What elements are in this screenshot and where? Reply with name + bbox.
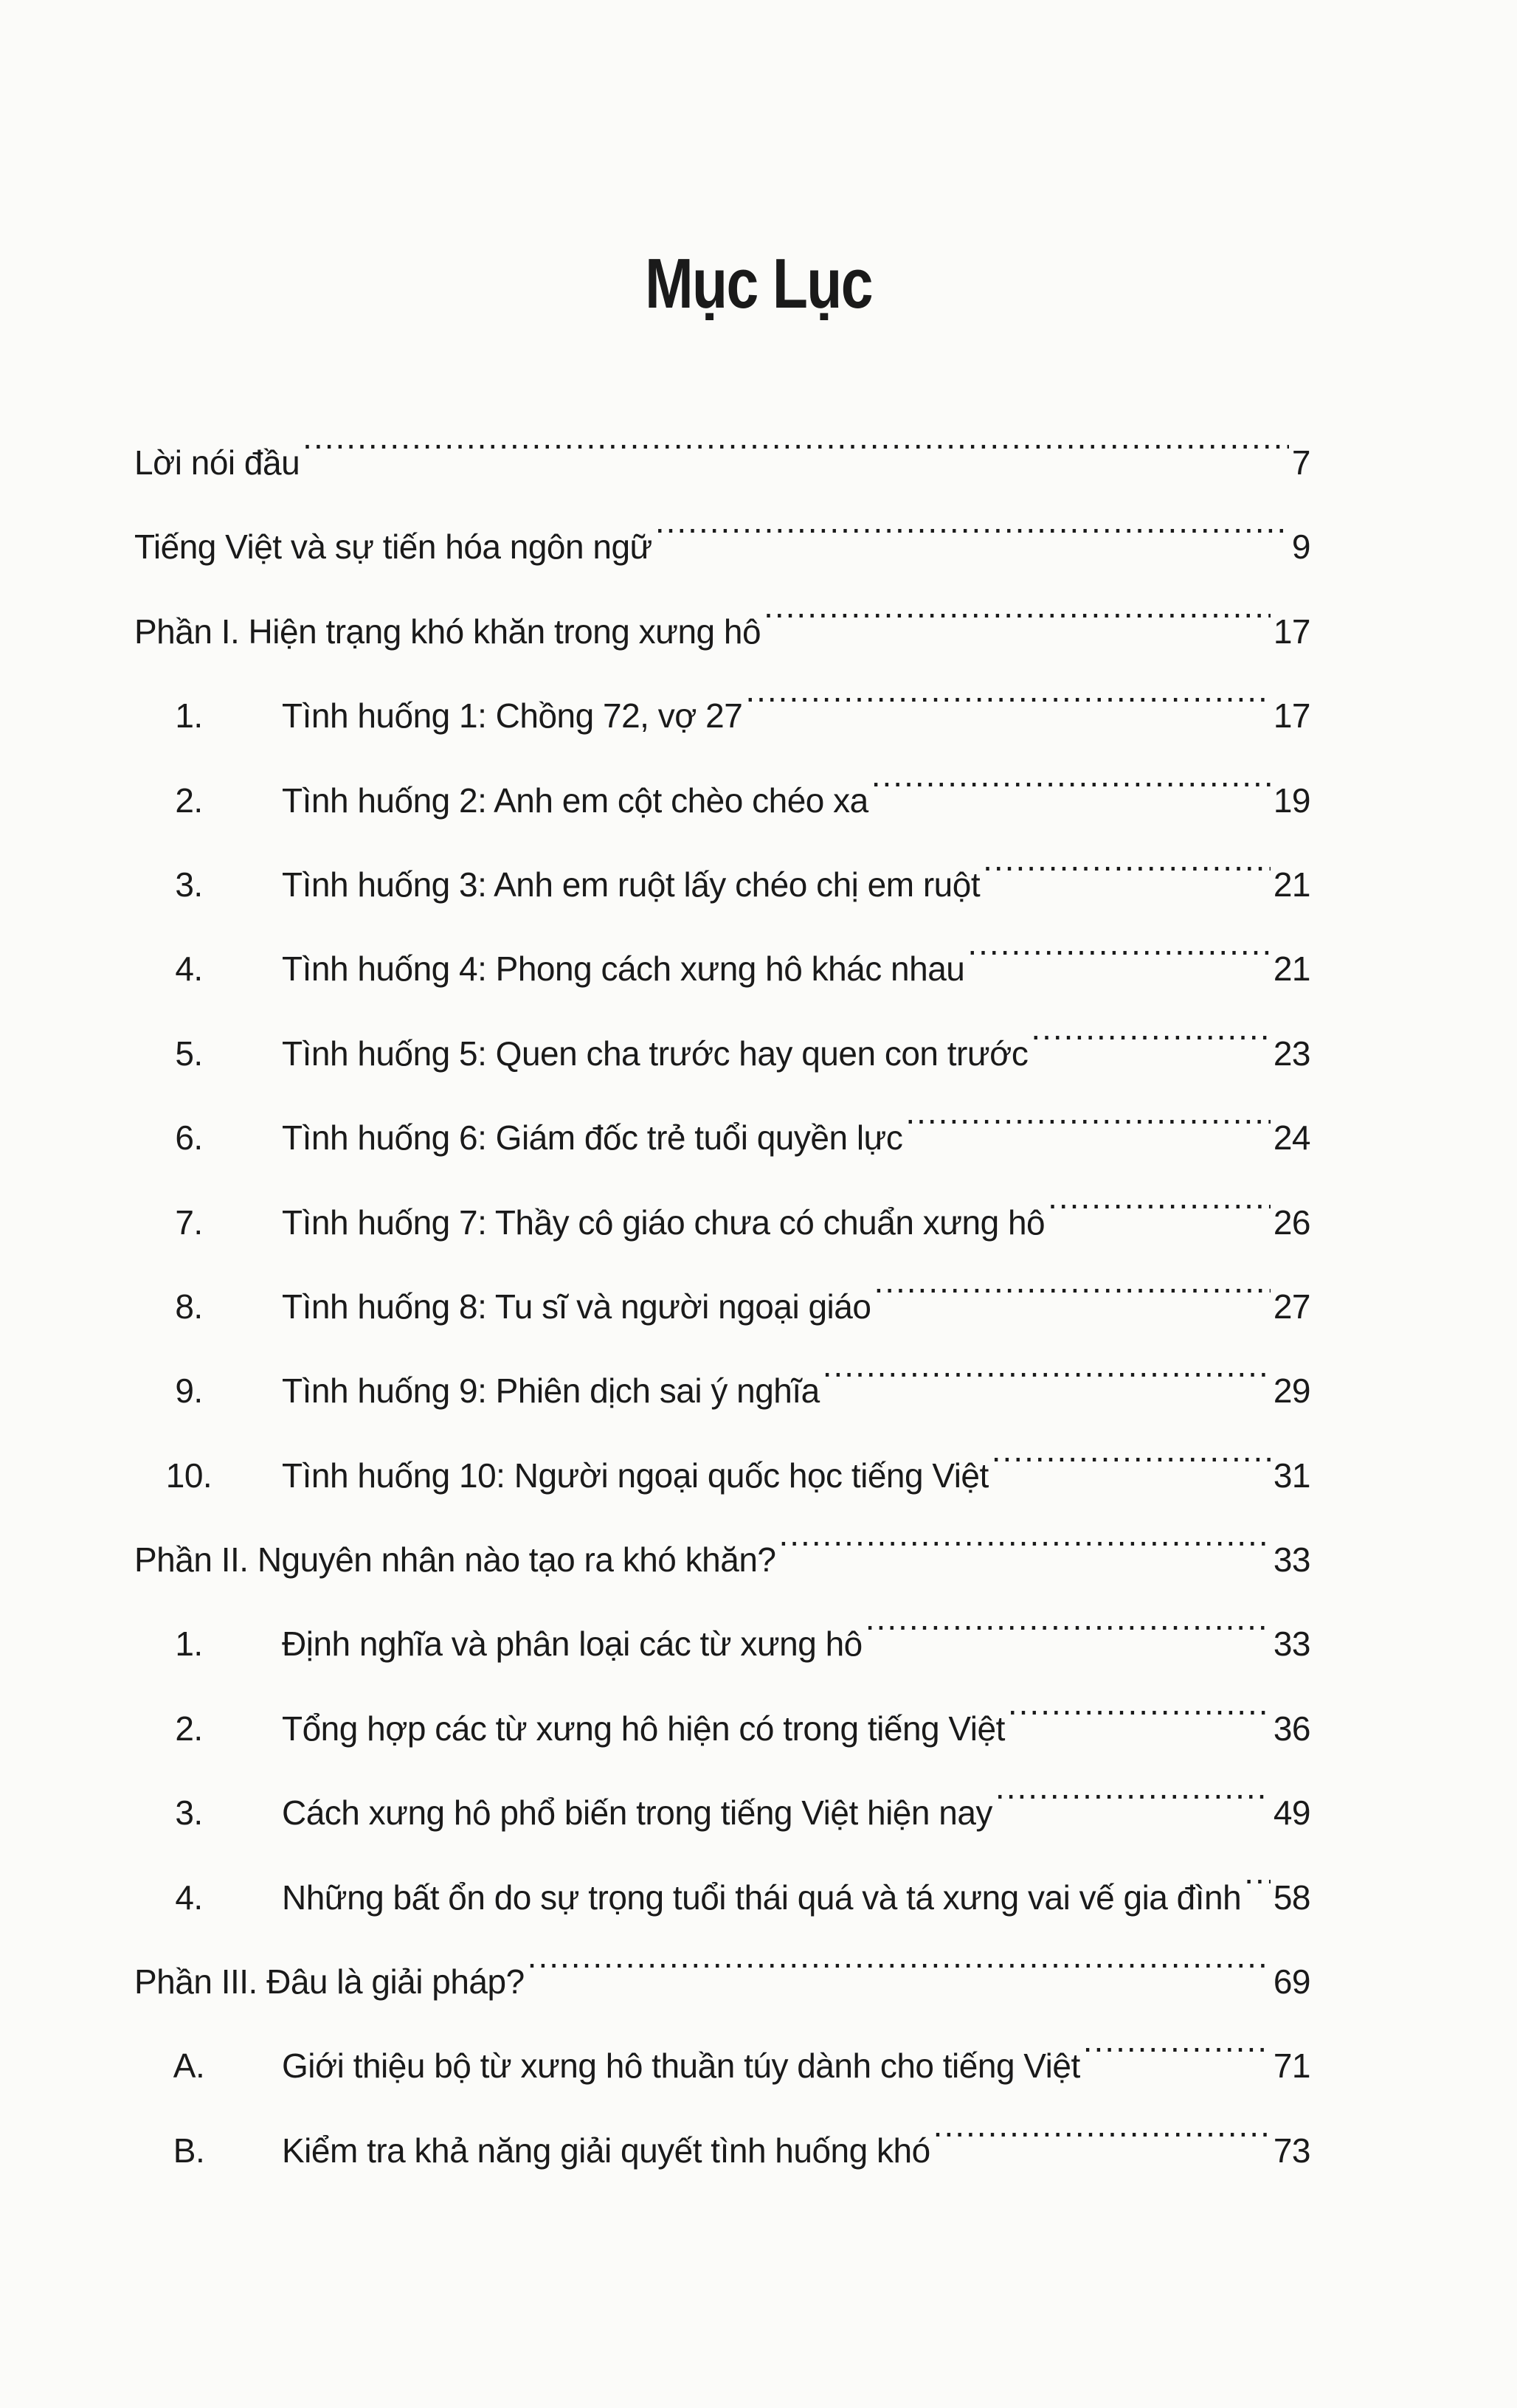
toc-entry-page: 21 xyxy=(1273,949,1310,989)
toc-entry-page: 31 xyxy=(1273,1456,1310,1495)
toc-entry-number: 5. xyxy=(175,1034,203,1073)
toc-entry-page: 24 xyxy=(1273,1118,1310,1158)
toc-entry-page: 21 xyxy=(1273,865,1310,904)
toc-entry-number: 2. xyxy=(175,1709,203,1748)
toc-entry xyxy=(134,1686,1310,1771)
toc-entry-page: 36 xyxy=(1273,1709,1310,1748)
toc-entry xyxy=(134,674,1310,758)
toc-entry-label: Tình huống 3: Anh em ruột lấy chéo chị em ruột xyxy=(282,865,981,904)
toc-entry-number: 4. xyxy=(175,1878,203,1917)
dot-leader xyxy=(865,1622,1271,1656)
toc-entry-page: 9 xyxy=(1291,527,1310,567)
toc-entry xyxy=(134,843,1310,927)
toc-entry-label: Tình huống 8: Tu sĩ và người ngoại giáo xyxy=(282,1287,871,1326)
toc-entry-number: 8. xyxy=(175,1287,203,1326)
dot-leader xyxy=(933,2128,1271,2162)
dot-leader xyxy=(528,1959,1271,1993)
toc-entry xyxy=(134,1349,1310,1433)
toc-entry-number: 1. xyxy=(175,1625,203,1664)
dot-leader xyxy=(967,947,1270,980)
toc-entry xyxy=(134,1180,1310,1264)
toc-entry-label: Lời nói đầu xyxy=(134,443,300,482)
toc-entry-page: 71 xyxy=(1273,2047,1310,2086)
dot-leader xyxy=(1008,1706,1271,1740)
toc-entry-page: 58 xyxy=(1273,1878,1310,1917)
toc-entry-page: 27 xyxy=(1273,1287,1310,1326)
toc-entry xyxy=(134,1771,1310,1855)
dot-leader xyxy=(655,525,1289,558)
toc-entry-number: A. xyxy=(173,2047,205,2086)
toc-entry-page: 29 xyxy=(1273,1371,1310,1411)
toc-entry-page: 17 xyxy=(1273,612,1310,651)
dot-leader xyxy=(745,693,1270,727)
toc-entry-page: 69 xyxy=(1273,1962,1310,2002)
toc-entry xyxy=(134,1433,1310,1518)
toc-entry-page: 7 xyxy=(1291,443,1310,482)
toc-entry xyxy=(134,927,1310,1011)
toc-entry-number: 2. xyxy=(175,781,203,820)
toc-entry-page: 49 xyxy=(1273,1793,1310,1833)
toc-entry xyxy=(134,1602,1310,1686)
toc-entry-label: Tình huống 10: Người ngoại quốc học tiếng Việt xyxy=(282,1456,989,1495)
toc-entry-label: Phần III. Đâu là giải pháp? xyxy=(134,1962,525,2002)
toc-entry-number: 4. xyxy=(175,949,203,989)
toc-entry-number: 3. xyxy=(175,865,203,904)
toc-entry xyxy=(134,1940,1310,2024)
toc-entry-label: Định nghĩa và phân loại các từ xưng hô xyxy=(282,1625,863,1664)
dot-leader xyxy=(779,1537,1271,1571)
toc-entry xyxy=(134,1855,1310,1940)
toc-entry-number: 7. xyxy=(175,1203,203,1242)
dot-leader xyxy=(1048,1200,1271,1234)
toc-entry xyxy=(134,505,1310,589)
toc-entry-label: Giới thiệu bộ từ xưng hô thuần túy dành cho tiếng Việt xyxy=(282,2047,1080,2086)
toc-entry-number: 10. xyxy=(165,1456,212,1495)
dot-leader xyxy=(874,1284,1270,1318)
toc-entry-page: 19 xyxy=(1273,781,1310,820)
toc-entry-label: Tình huống 2: Anh em cột chèo chéo xa xyxy=(282,781,868,820)
toc-entry-number: 6. xyxy=(175,1118,203,1158)
toc-entry-number: B. xyxy=(173,2131,205,2170)
dot-leader xyxy=(983,862,1271,896)
dot-leader xyxy=(1031,1031,1271,1065)
toc-entry-label: Tình huống 6: Giám đốc trẻ tuổi quyền lực xyxy=(282,1118,903,1158)
toc-entry-number: 3. xyxy=(175,1793,203,1833)
toc-entry-label: Phần II. Nguyên nhân nào tạo ra khó khăn? xyxy=(134,1540,776,1580)
dot-leader xyxy=(303,440,1289,474)
toc-entry xyxy=(134,1011,1310,1096)
toc-entry-label: Tình huống 4: Phong cách xưng hô khác nhau xyxy=(282,949,965,989)
toc-entry-page: 17 xyxy=(1273,696,1310,736)
toc-entry-label: Phần I. Hiện trạng khó khăn trong xưng hô xyxy=(134,612,761,651)
toc-entry-number: 1. xyxy=(175,696,203,736)
dot-leader xyxy=(1244,1875,1271,1909)
toc-entry xyxy=(134,421,1310,505)
toc-entry-page: 33 xyxy=(1273,1540,1310,1580)
toc-entry-number: 9. xyxy=(175,1371,203,1411)
toc-entry-label: Tình huống 5: Quen cha trước hay quen con trước xyxy=(282,1034,1029,1073)
toc-entry-label: Tổng hợp các từ xưng hô hiện có trong tiếng Việt xyxy=(282,1709,1005,1748)
dot-leader xyxy=(1083,2044,1271,2077)
toc-entry-page: 33 xyxy=(1273,1625,1310,1664)
page-title: Mục Lục xyxy=(645,244,872,323)
toc-entry xyxy=(134,1096,1310,1180)
toc-entry-label: Kiểm tra khả năng giải quyết tình huống khó xyxy=(282,2131,930,2170)
toc-entry xyxy=(134,758,1310,843)
table-of-contents xyxy=(134,421,1310,2193)
toc-entry xyxy=(134,1264,1310,1349)
dot-leader xyxy=(871,778,1271,812)
toc-entry xyxy=(134,1518,1310,1602)
toc-entry-label: Tiếng Việt và sự tiến hóa ngôn ngữ xyxy=(134,527,652,567)
toc-entry xyxy=(134,589,1310,674)
toc-entry-page: 26 xyxy=(1273,1203,1310,1242)
toc-entry-label: Cách xưng hô phổ biến trong tiếng Việt hiện nay xyxy=(282,1793,992,1833)
toc-entry-page: 23 xyxy=(1273,1034,1310,1073)
dot-leader xyxy=(992,1453,1271,1487)
toc-entry-label: Tình huống 1: Chồng 72, vợ 27 xyxy=(282,696,743,736)
dot-leader xyxy=(764,609,1271,643)
toc-entry xyxy=(134,2108,1310,2193)
toc-entry-page: 73 xyxy=(1273,2131,1310,2170)
toc-entry xyxy=(134,2024,1310,2108)
dot-leader xyxy=(995,1791,1271,1824)
dot-leader xyxy=(823,1369,1271,1402)
toc-entry-label: Tình huống 7: Thầy cô giáo chưa có chuẩn xưng hô xyxy=(282,1203,1046,1242)
toc-entry-label: Những bất ổn do sự trọng tuổi thái quá và tá xưng vai vế gia đình xyxy=(282,1878,1242,1917)
toc-entry-label: Tình huống 9: Phiên dịch sai ý nghĩa xyxy=(282,1371,820,1411)
dot-leader xyxy=(905,1115,1271,1149)
